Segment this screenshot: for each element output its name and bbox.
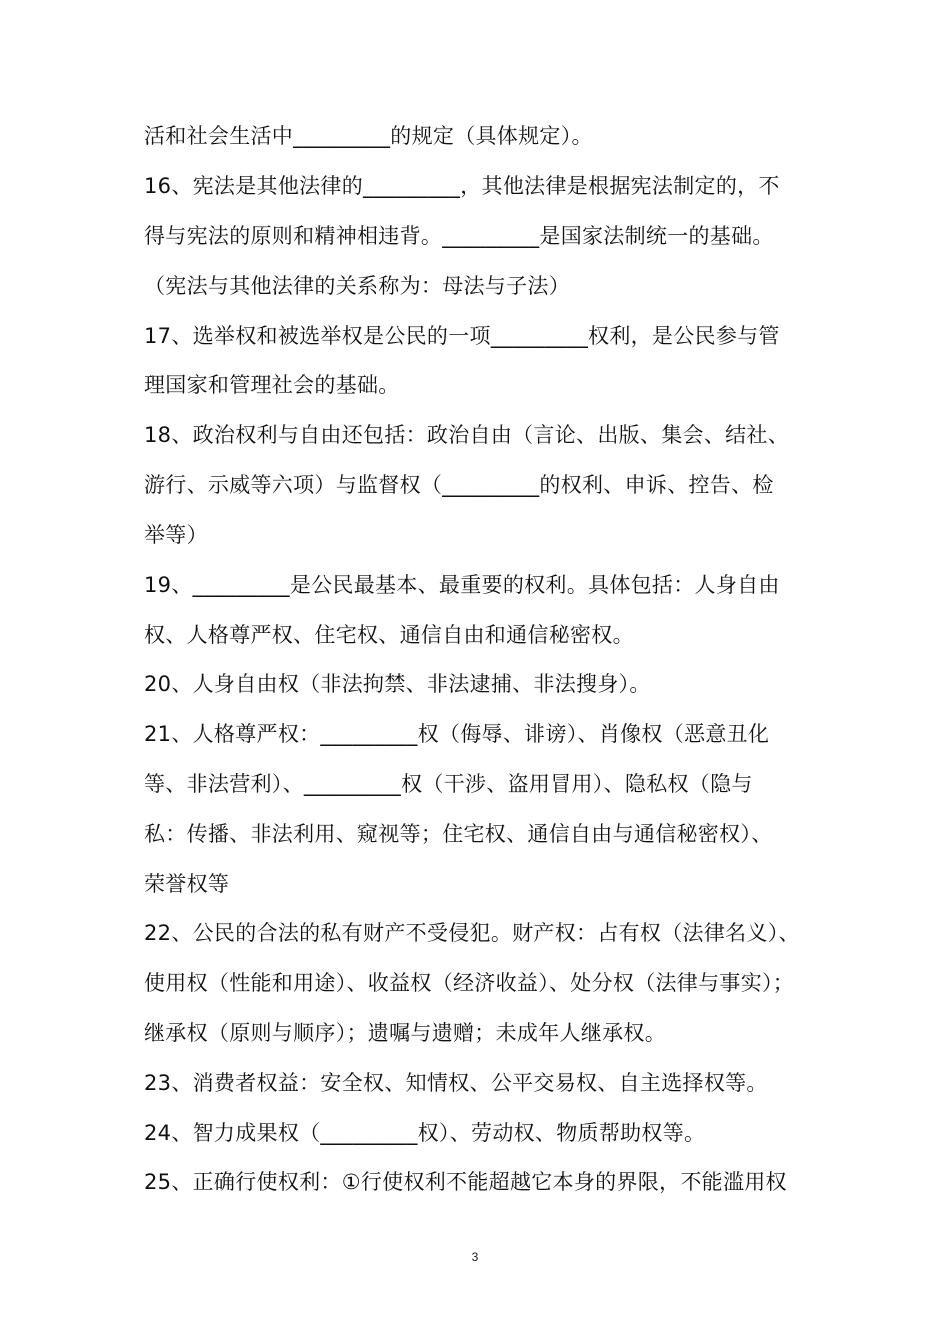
text-line: （宪法与其他法律的关系称为：母法与子法） bbox=[144, 274, 570, 298]
text-line: 19、_________是公民最基本、最重要的权利。具体包括：人身自由 bbox=[144, 573, 780, 597]
text-line: 17、选举权和被选举权是公民的一项_________权利，是公民参与管 bbox=[144, 324, 780, 348]
text-line: 得与宪法的原则和精神相违背。_________是国家法制统一的基础。 bbox=[144, 224, 774, 248]
text-line: 权、人格尊严权、住宅权、通信自由和通信秘密权。 bbox=[144, 623, 634, 647]
text-line: 18、政治权利与自由还包括：政治自由（言论、出版、集会、结社、 bbox=[144, 423, 790, 447]
text-line: 理国家和管理社会的基础。 bbox=[144, 373, 400, 397]
text-line: 活和社会生活中_________的规定（具体规定）。 bbox=[144, 124, 593, 148]
text-line: 游行、示威等六项）与监督权（_________的权利、申诉、控告、检 bbox=[144, 473, 774, 497]
text-line: 16、宪法是其他法律的_________，其他法律是根据宪法制定的，不 bbox=[144, 174, 780, 198]
text-line: 20、人身自由权（非法拘禁、非法逮捕、非法搜身）。 bbox=[144, 672, 651, 696]
text-line: 23、消费者权益：安全权、知情权、公平交易权、自主选择权等。 bbox=[144, 1071, 768, 1095]
text-line: 25、正确行使权利：①行使权利不能超越它本身的界限，不能滥用权 bbox=[144, 1170, 787, 1194]
text-line: 使用权（性能和用途）、收益权（经济收益）、处分权（法律与事实）； bbox=[144, 971, 795, 995]
text-line: 荣誉权等 bbox=[144, 872, 230, 896]
text-line: 24、智力成果权（_________权）、劳动权、物质帮助权等。 bbox=[144, 1121, 706, 1145]
text-line: 22、公民的合法的私有财产不受侵犯。财产权：占有权（法律名义）、 bbox=[144, 921, 800, 945]
page-number: 3 bbox=[471, 1250, 479, 1264]
text-line: 私：传播、非法利用、窥视等；住宅权、通信自由与通信秘密权）、 bbox=[144, 822, 773, 846]
text-line: 继承权（原则与顺序）；遗嘱与遗赠；未成年人继承权。 bbox=[144, 1021, 666, 1045]
text-line: 21、人格尊严权：_________权（侮辱、诽谤）、肖像权（恶意丑化 bbox=[144, 722, 770, 746]
text-line: 举等） bbox=[144, 523, 208, 547]
text-line: 等、非法营利）、_________权（干涉、盗用冒用）、隐私权（隐与 bbox=[144, 772, 753, 796]
